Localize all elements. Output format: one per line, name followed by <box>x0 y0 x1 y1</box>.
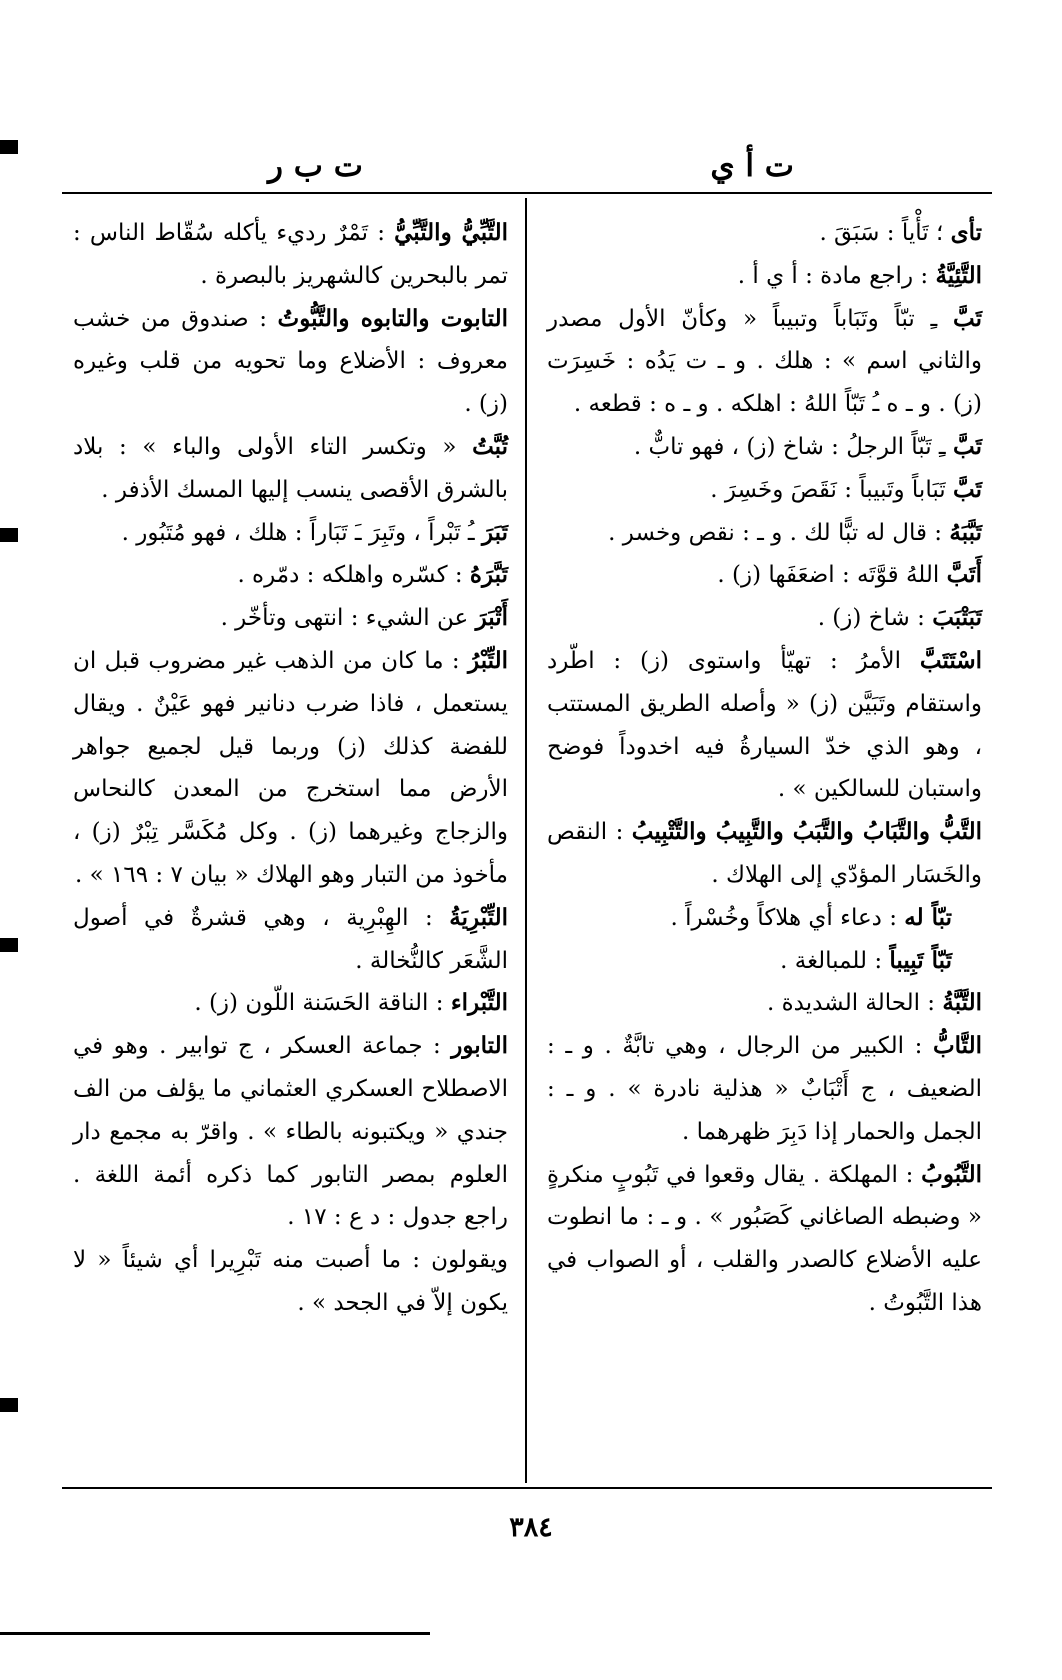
entry-definition: تَبَاباً وتَبيباً : نَقَصَ وخَسِرَ . <box>710 476 946 503</box>
dictionary-entry <box>73 597 508 640</box>
entry-definition: عن الشيء : انتهى وتأخّر . <box>220 605 469 632</box>
page-number: ٣٨٤ <box>509 1512 553 1543</box>
dictionary-entry <box>547 811 982 897</box>
dictionary-entry <box>73 982 508 1025</box>
right-column <box>547 212 982 1325</box>
footer-rule <box>62 1487 992 1489</box>
dictionary-entry <box>547 597 982 640</box>
entry-definition: ـِ تَبّاً الرجلُ : شاخ (ز) ، فهو تابٌّ . <box>633 433 946 460</box>
entry-definition: ؛ تَأْياً : سَبَقَ . <box>819 220 944 246</box>
entry-definition: : الهِبْرِية ، وهي قشرةٌ في أصول الشَّعَر كالنُّخالة . <box>73 904 508 974</box>
dictionary-entry <box>73 512 508 555</box>
entry-headword: التَّئِيَّةُ <box>935 261 982 289</box>
entry-definition: : الناقة الحَسَنة اللّون (ز) . <box>194 990 444 1017</box>
entry-definition: ويقولون : ما أصبت منه تَبْرِيرا أي شيئاً « لا يكون إلاّ في الجحد » . <box>73 1247 508 1316</box>
entry-headword: أَتَبَّ <box>946 561 982 589</box>
entry-headword: تَبّاً تَبِيباً <box>889 946 952 974</box>
entry-headword: تبّاً له <box>904 903 952 931</box>
entry-definition: : تَمْرٌ رديء يأكله سُقّاط الناس : تمر بالبحرين كالشهريز بالبصرة . <box>73 220 508 289</box>
entry-definition: : جماعة العسكر ، ج توابير . وهو في الاصطلاح العسكري العثماني ما يؤلف من الف جندي « ويكتبونه بالطاء » . واقرّ به مجمع دار العلوم بمصر التابور كما ذكره أئمة اللغة . راجع جدول : د ع : ١٧ . <box>73 1033 508 1231</box>
scan-bottom-rule <box>0 1632 430 1635</box>
dictionary-entry <box>547 640 982 811</box>
entry-definition: : ما كان من الذهب غير مضروب قبل ان يستعمل ، فاذا ضرب دنانير فهو عَيْنٌ . ويقال للفضة كذلك (ز) وربما قيل لجميع جواهر الأرض مما استخرج من المعدن كالنحاس والزجاج وغيرهما (ز) . وكل مُكَسَّر تِبْرٌ (ز) ، مأخوذ من التبار وهو الهلاك « بيان ٧ : ١٦٩ » . <box>73 647 508 888</box>
entry-definition: « وتكسر التاء الأولى والباء » : بلاد بالشرق الأقصى ينسب إليها المسك الأذفر . <box>73 433 508 503</box>
dictionary-entry <box>73 897 508 983</box>
dictionary-entry <box>73 640 508 897</box>
entry-definition: : راجع مادة : أ ي أ . <box>737 262 929 289</box>
entry-headword: تُبَّتُ <box>472 432 509 460</box>
entry-headword: التِّبْرُ <box>468 646 508 674</box>
entry-headword: التَّابُّ <box>933 1032 982 1060</box>
entry-headword: التابور <box>451 1032 509 1060</box>
dictionary-entry <box>547 1154 982 1325</box>
entry-definition: : الحالة الشديدة . <box>766 990 936 1017</box>
dictionary-entry <box>73 1239 508 1325</box>
entry-definition: : قال له تبًّا لك . و ـ : نقص وخسر . <box>608 519 943 546</box>
scan-edge-mark <box>0 1398 18 1412</box>
entry-headword: تَبَتْبَبَ <box>932 604 982 632</box>
left-column <box>73 212 508 1325</box>
entry-definition: الأمرُ : تهيّأ واستوى (ز) : اطّرد واستقام وتَبَيَّن (ز) « وأصله الطريق المستتب ، وهو الذي خدّ السيارةُ فيه اخدوداً فوضح واستبان للسالكين » . <box>547 647 982 803</box>
entry-definition: : الكبير من الرجال ، وهي تابَّةٌ . و ـ : الضعيف ، ج أَتْبَابٌ « هذلية نادرة » . و ـ : الجمل والحمار إذا دَبِرَ ظهرهما . <box>547 1033 982 1145</box>
dictionary-entry <box>73 298 508 426</box>
entry-definition: : دعاء أي هلاكاً وخُسْراً . <box>670 904 897 931</box>
entry-definition: : النقص والخَسَار المؤدّي إلى الهلاك . <box>547 819 982 888</box>
entry-headword: تَبَّرَهُ <box>469 561 508 589</box>
entry-definition: : كسّره واهلكه : دمّره . <box>237 562 463 589</box>
scan-edge-mark <box>0 528 18 542</box>
dictionary-entry <box>547 255 982 298</box>
dictionary-entry <box>73 212 508 298</box>
entry-definition: : شاخ (ز) . <box>817 605 925 632</box>
entry-headword: تَبَرَ <box>481 518 508 546</box>
entry-headword: تَبَّبَهُ <box>949 518 982 546</box>
dictionary-entry <box>73 554 508 597</box>
entry-headword: التِّبْرِيَةُ <box>449 903 508 931</box>
entry-headword: التَّبُّ والتَّبَابُ والتَّبَبُ والتَّبِيبُ والتَّتْبِيبُ <box>631 818 983 846</box>
header-rule <box>62 192 992 194</box>
dictionary-entry <box>547 897 982 940</box>
scan-edge-mark <box>0 938 18 952</box>
entry-definition: اللهُ قوَّتَه : اضعَفَها (ز) . <box>717 562 940 589</box>
entry-definition: : للمبالغة . <box>780 947 883 974</box>
column-divider <box>525 198 527 1483</box>
scan-edge-mark <box>0 140 18 154</box>
dictionary-entry <box>547 298 982 426</box>
entry-headword: التَّبْراء <box>450 989 508 1017</box>
entry-definition: ـُ تَبْراً ، وتَبِرَ ـَ تَبَاراً : هلك ، فهو مُتَبُور . <box>121 519 475 546</box>
entry-headword: تأى <box>950 219 982 246</box>
dictionary-entry <box>547 1025 982 1153</box>
entry-headword: تَبَّ <box>953 475 982 503</box>
entry-headword: التَّبُوبُ <box>921 1160 982 1188</box>
entry-definition: : صندوق من خشب معروف : الأضلاع وما تحويه من قلب وغيره (ز) . <box>73 305 508 418</box>
running-header-right: ت أ ي <box>710 148 794 184</box>
entry-headword: تَبَّ <box>953 304 983 332</box>
running-header-left: ت ب ر <box>268 148 363 184</box>
entry-headword: أَتْبَرَ <box>475 604 508 632</box>
entry-headword: التَّبَّةُ <box>942 989 982 1017</box>
dictionary-entry <box>547 940 982 983</box>
dictionary-entry <box>547 469 982 512</box>
entry-headword: التَّبِّيُّ والتَّبِّيُّ <box>394 219 508 246</box>
entry-definition: ـِ تبّاً وتَبَاباً وتبيباً « وكأنّ الأول مصدر والثاني اسم » : هلك . و ـ ت يَدُه : خَسِرَت (ز) . و ـ ه ـُ تَبّاً اللهُ : اهلكه . و ـ ه : قطعه . <box>547 305 982 418</box>
dictionary-entry <box>547 426 982 469</box>
dictionary-entry <box>73 426 508 512</box>
dictionary-entry <box>73 1025 508 1239</box>
entry-headword: تَبَّ <box>953 432 982 460</box>
dictionary-entry <box>547 212 982 255</box>
dictionary-entry <box>547 982 982 1025</box>
entry-headword: اسْتَتَبَّ <box>919 646 983 674</box>
entry-definition: : المهلكة . يقال وقعوا في تَبُوبٍ منكرةٍ « وضبطه الصاغاني كَصَبُور » . و ـ : ما انطوت عليه الأضلاع كالصدر والقلب ، أو الصواب في هذا التَّبُوتُ . <box>547 1161 982 1316</box>
entry-headword: التابوت والتابوه والتَّبُّوتُ <box>277 304 508 332</box>
dictionary-entry <box>547 512 982 555</box>
dictionary-entry <box>547 554 982 597</box>
